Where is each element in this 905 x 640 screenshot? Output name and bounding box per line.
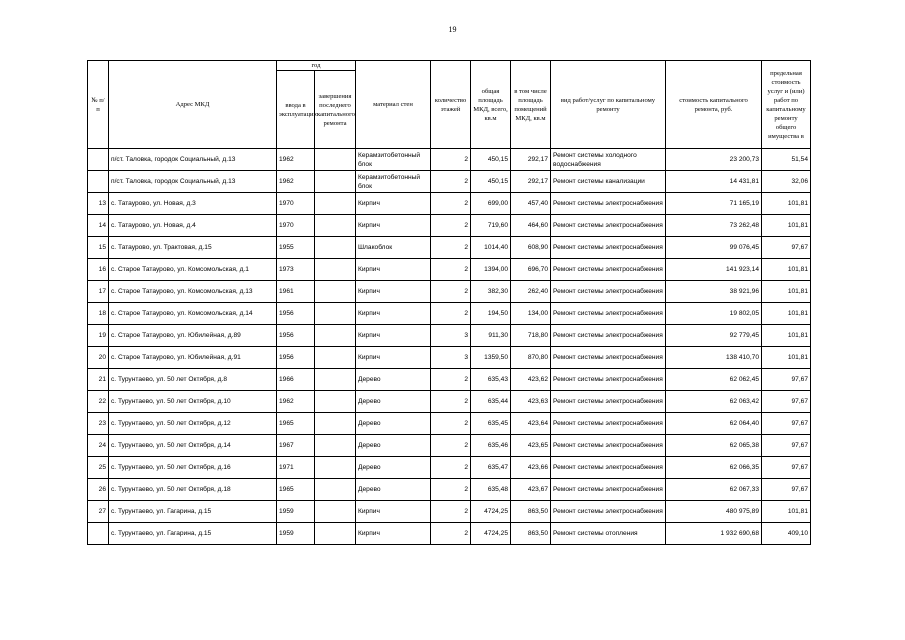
row-number: 26 [88,479,109,501]
row-number: 21 [88,369,109,391]
table-row [88,259,811,281]
area-living-cell: 134,00 [511,303,551,325]
cost-cell: 14 431,81 [666,171,762,193]
row-number: 19 [88,325,109,347]
cost-cell: 62 067,33 [666,479,762,501]
address-cell: с. Турунтаево, ул. 50 лет Октября, д.8 [109,369,277,391]
year-repair-cell [315,325,356,347]
table-row [88,171,811,193]
header-address: Адрес МКД [109,61,277,149]
cost-cell: 141 923,14 [666,259,762,281]
address-cell: с. Турунтаево, ул. 50 лет Октября, д.18 [109,479,277,501]
cost-cell: 62 066,35 [666,457,762,479]
area-total-cell: 635,43 [471,369,511,391]
page-number: 19 [448,25,457,34]
limit-cost-cell: 101,81 [762,215,811,237]
work-type-cell: Ремонт системы электроснабжения [551,435,666,457]
work-type-cell: Ремонт системы отопления [551,523,666,545]
floors-cell: 2 [431,281,471,303]
area-total-cell: 4724,25 [471,523,511,545]
table-row [88,325,811,347]
year-start-cell: 1956 [277,347,315,369]
year-start-cell: 1965 [277,413,315,435]
year-repair-cell [315,171,356,193]
row-number [88,149,109,171]
work-type-cell: Ремонт системы электроснабжения [551,391,666,413]
area-total-cell: 635,47 [471,457,511,479]
floors-cell: 2 [431,215,471,237]
address-cell: с. Старое Татаурово, ул. Юбилейная, д.91 [109,347,277,369]
table-row [88,391,811,413]
wall-material-cell: Кирпич [356,325,431,347]
year-repair-cell [315,281,356,303]
work-type-cell: Ремонт системы холодного водоснабжения [551,149,666,171]
area-living-cell: 423,65 [511,435,551,457]
limit-cost-cell: 101,81 [762,325,811,347]
floors-cell: 2 [431,523,471,545]
address-cell: с. Старое Татаурово, ул. Комсомольская, д.13 [109,281,277,303]
year-start-cell: 1961 [277,281,315,303]
table-row [88,303,811,325]
row-number: 18 [88,303,109,325]
address-cell: с. Турунтаево, ул. Гагарина, д.15 [109,523,277,545]
work-type-cell: Ремонт системы электроснабжения [551,347,666,369]
area-living-cell: 457,40 [511,193,551,215]
row-number: 20 [88,347,109,369]
limit-cost-cell: 32,06 [762,171,811,193]
limit-cost-cell: 101,81 [762,259,811,281]
wall-material-cell: Дерево [356,435,431,457]
address-cell: с. Турунтаево, ул. 50 лет Октября, д.14 [109,435,277,457]
year-repair-cell [315,303,356,325]
floors-cell: 2 [431,479,471,501]
row-number: 15 [88,237,109,259]
work-type-cell: Ремонт системы канализации [551,171,666,193]
floors-cell: 3 [431,347,471,369]
cost-cell: 62 063,42 [666,391,762,413]
area-total-cell: 450,15 [471,171,511,193]
floors-cell: 2 [431,457,471,479]
cost-cell: 19 802,05 [666,303,762,325]
wall-material-cell: Кирпич [356,303,431,325]
year-repair-cell [315,501,356,523]
year-repair-cell [315,413,356,435]
header-cost: стоимость капитального ремонта, руб. [666,61,762,149]
address-cell: с. Старое Татаурово, ул. Комсомольская, д.14 [109,303,277,325]
work-type-cell: Ремонт системы электроснабжения [551,457,666,479]
row-number: 27 [88,501,109,523]
limit-cost-cell: 97,67 [762,457,811,479]
year-start-cell: 1962 [277,391,315,413]
header-wall: материал стен [356,61,431,149]
address-cell: с. Турунтаево, ул. Гагарина, д.15 [109,501,277,523]
year-repair-cell [315,237,356,259]
limit-cost-cell: 51,54 [762,149,811,171]
area-living-cell: 608,90 [511,237,551,259]
year-repair-cell [315,479,356,501]
address-cell: с. Старое Татаурово, ул. Комсомольская, д.1 [109,259,277,281]
work-type-cell: Ремонт системы электроснабжения [551,281,666,303]
limit-cost-cell: 97,67 [762,369,811,391]
limit-cost-cell: 97,67 [762,237,811,259]
area-total-cell: 911,30 [471,325,511,347]
year-repair-cell [315,369,356,391]
floors-cell: 2 [431,171,471,193]
work-type-cell: Ремонт системы электроснабжения [551,259,666,281]
floors-cell: 2 [431,369,471,391]
cost-cell: 1 932 690,68 [666,523,762,545]
area-total-cell: 1014,40 [471,237,511,259]
wall-material-cell: Шлакоблок [356,237,431,259]
year-start-cell: 1966 [277,369,315,391]
limit-cost-cell: 101,81 [762,281,811,303]
floors-cell: 2 [431,391,471,413]
cost-cell: 62 064,40 [666,413,762,435]
area-total-cell: 450,15 [471,149,511,171]
limit-cost-cell: 101,81 [762,347,811,369]
wall-material-cell: Кирпич [356,259,431,281]
cost-cell: 99 076,45 [666,237,762,259]
row-number: 17 [88,281,109,303]
row-number: 22 [88,391,109,413]
row-number: 23 [88,413,109,435]
year-repair-cell [315,215,356,237]
area-living-cell: 423,63 [511,391,551,413]
wall-material-cell: Кирпич [356,215,431,237]
year-start-cell: 1970 [277,215,315,237]
cost-cell: 92 779,45 [666,325,762,347]
area-living-cell: 464,60 [511,215,551,237]
cost-cell: 73 262,48 [666,215,762,237]
year-repair-cell [315,435,356,457]
year-repair-cell [315,523,356,545]
area-living-cell: 423,64 [511,413,551,435]
row-number: 25 [88,457,109,479]
floors-cell: 2 [431,149,471,171]
area-total-cell: 719,60 [471,215,511,237]
repair-table [87,60,811,545]
area-living-cell: 863,50 [511,501,551,523]
floors-cell: 2 [431,193,471,215]
work-type-cell: Ремонт системы электроснабжения [551,193,666,215]
header-num: № п/п [88,61,109,149]
wall-material-cell: Кирпич [356,523,431,545]
header-limit: предельная стоимость услуг и (или) работ по капитальному ремонту общего имущества в [762,61,811,149]
wall-material-cell: Кирпич [356,347,431,369]
year-repair-cell [315,259,356,281]
wall-material-cell: Дерево [356,457,431,479]
limit-cost-cell: 97,67 [762,479,811,501]
wall-material-cell: Кирпич [356,193,431,215]
cost-cell: 71 165,19 [666,193,762,215]
table-row [88,215,811,237]
wall-material-cell: Дерево [356,413,431,435]
work-type-cell: Ремонт системы электроснабжения [551,237,666,259]
table-body [88,149,811,545]
year-start-cell: 1965 [277,479,315,501]
year-repair-cell [315,457,356,479]
floors-cell: 3 [431,325,471,347]
area-living-cell: 863,50 [511,523,551,545]
table-header [88,61,811,149]
area-living-cell: 292,17 [511,171,551,193]
area-living-cell: 696,70 [511,259,551,281]
table-row [88,193,811,215]
limit-cost-cell: 97,67 [762,413,811,435]
year-start-cell: 1955 [277,237,315,259]
header-area-living: в том числе площадь помещений МКД, кв.м [511,61,551,149]
cost-cell: 138 410,70 [666,347,762,369]
year-repair-cell [315,149,356,171]
work-type-cell: Ремонт системы электроснабжения [551,369,666,391]
cost-cell: 62 062,45 [666,369,762,391]
year-start-cell: 1956 [277,303,315,325]
wall-material-cell: Керамзитобетонный блок [356,171,431,193]
year-start-cell: 1959 [277,523,315,545]
wall-material-cell: Кирпич [356,501,431,523]
row-number: 13 [88,193,109,215]
limit-cost-cell: 409,10 [762,523,811,545]
cost-cell: 480 975,89 [666,501,762,523]
header-year-start: ввода в эксплуатацию [277,71,315,149]
year-start-cell: 1967 [277,435,315,457]
floors-cell: 2 [431,303,471,325]
cost-cell: 62 065,38 [666,435,762,457]
limit-cost-cell: 101,81 [762,303,811,325]
address-cell: с. Турунтаево, ул. 50 лет Октября, д.12 [109,413,277,435]
table-row [88,369,811,391]
work-type-cell: Ремонт системы электроснабжения [551,501,666,523]
area-total-cell: 4724,25 [471,501,511,523]
header-year-group: год [277,61,356,71]
work-type-cell: Ремонт системы электроснабжения [551,215,666,237]
row-number: 14 [88,215,109,237]
year-repair-cell [315,391,356,413]
header-floors: количество этажей [431,61,471,149]
floors-cell: 2 [431,237,471,259]
area-total-cell: 635,44 [471,391,511,413]
area-total-cell: 1359,50 [471,347,511,369]
wall-material-cell: Дерево [356,479,431,501]
table-row [88,479,811,501]
table-row [88,281,811,303]
area-total-cell: 635,45 [471,413,511,435]
area-total-cell: 635,48 [471,479,511,501]
year-start-cell: 1962 [277,171,315,193]
year-repair-cell [315,193,356,215]
limit-cost-cell: 97,67 [762,435,811,457]
year-start-cell: 1959 [277,501,315,523]
table-row [88,501,811,523]
area-living-cell: 423,62 [511,369,551,391]
cost-cell: 23 200,73 [666,149,762,171]
header-year-repair: завершения последнего капитального ремонта [315,71,356,149]
header-area-total: общая площадь МКД, всего, кв.м [471,61,511,149]
table-row [88,523,811,545]
area-total-cell: 699,00 [471,193,511,215]
address-cell: с. Татаурово, ул. Трактовая, д.15 [109,237,277,259]
area-living-cell: 423,66 [511,457,551,479]
year-start-cell: 1970 [277,193,315,215]
work-type-cell: Ремонт системы электроснабжения [551,325,666,347]
floors-cell: 2 [431,435,471,457]
floors-cell: 2 [431,413,471,435]
header-work: вид работ/услуг по капитальному ремонту [551,61,666,149]
area-living-cell: 292,17 [511,149,551,171]
limit-cost-cell: 97,67 [762,391,811,413]
address-cell: п/ст. Таловка, городок Социальный, д.13 [109,171,277,193]
work-type-cell: Ремонт системы электроснабжения [551,479,666,501]
row-number: 24 [88,435,109,457]
address-cell: с. Старое Татаурово, ул. Юбилейная, д.89 [109,325,277,347]
table-row [88,413,811,435]
row-number: 16 [88,259,109,281]
wall-material-cell: Керамзитобетонный блок [356,149,431,171]
area-living-cell: 718,80 [511,325,551,347]
year-repair-cell [315,347,356,369]
table-row [88,149,811,171]
table-row [88,457,811,479]
row-number [88,523,109,545]
address-cell: с. Татаурово, ул. Новая, д.3 [109,193,277,215]
limit-cost-cell: 101,81 [762,501,811,523]
wall-material-cell: Дерево [356,391,431,413]
area-living-cell: 262,40 [511,281,551,303]
address-cell: с. Турунтаево, ул. 50 лет Октября, д.16 [109,457,277,479]
area-living-cell: 870,80 [511,347,551,369]
floors-cell: 2 [431,259,471,281]
area-total-cell: 194,50 [471,303,511,325]
year-start-cell: 1973 [277,259,315,281]
year-start-cell: 1956 [277,325,315,347]
cost-cell: 38 921,96 [666,281,762,303]
wall-material-cell: Дерево [356,369,431,391]
row-number [88,171,109,193]
address-cell: с. Татаурово, ул. Новая, д.4 [109,215,277,237]
area-total-cell: 635,46 [471,435,511,457]
table-row [88,237,811,259]
work-type-cell: Ремонт системы электроснабжения [551,303,666,325]
table-row [88,435,811,457]
floors-cell: 2 [431,501,471,523]
area-total-cell: 382,30 [471,281,511,303]
year-start-cell: 1962 [277,149,315,171]
wall-material-cell: Кирпич [356,281,431,303]
address-cell: п/ст. Таловка, городок Социальный, д.13 [109,149,277,171]
area-total-cell: 1394,00 [471,259,511,281]
table-row [88,347,811,369]
work-type-cell: Ремонт системы электроснабжения [551,413,666,435]
year-start-cell: 1971 [277,457,315,479]
limit-cost-cell: 101,81 [762,193,811,215]
area-living-cell: 423,67 [511,479,551,501]
address-cell: с. Турунтаево, ул. 50 лет Октября, д.10 [109,391,277,413]
